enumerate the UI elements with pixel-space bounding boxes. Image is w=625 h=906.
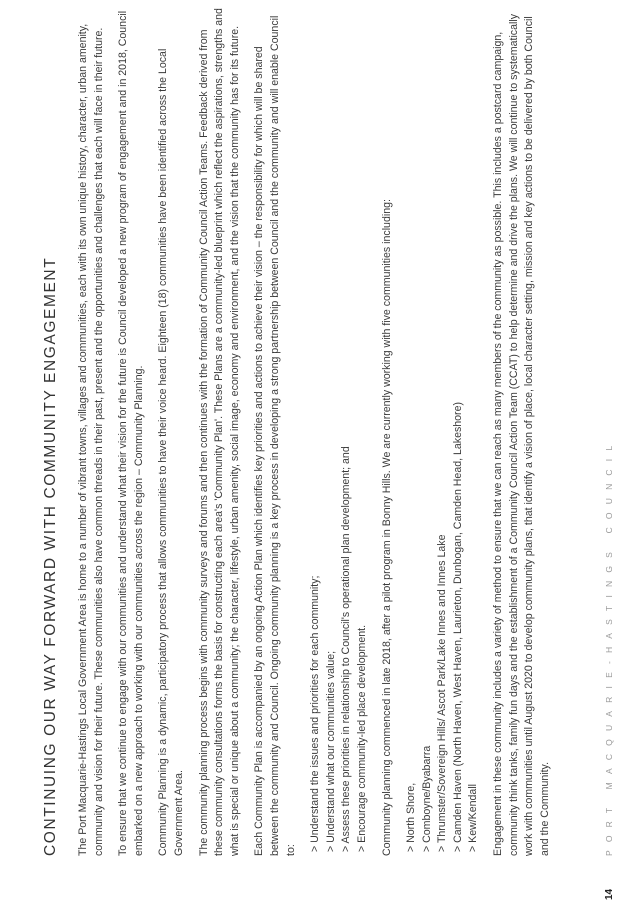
list-item: > Understand the issues and priorities for each community; — [309, 575, 322, 852]
page-content — [42, 6, 562, 856]
paragraph-engagement-program: To ensure that we continue to engage with our communities and understand what their vision for the future is Council developed a new program of engagement and in 2018, Council embarked on a new approach to working with our communities across the region – Community Planning. — [117, 10, 145, 856]
paragraph-commenced: Community planning commenced in late 2018, after a pilot program in Bonny Hills. We are currently working with five communities including: — [380, 199, 393, 856]
list-item: > Encourage community-led place development. — [355, 624, 368, 852]
council-name: PORT MACQUARIE-HASTINGS COUNCIL — [604, 437, 614, 856]
paragraph-engagement-methods: Engagement in these community includes a variety of method to ensure that we can reach as many members of the community as possible. This includes a postcard campaign, community think tanks, family fun days and the establishment of a Community Council Action Team (CCAT) to help determine and drive the plans. We will continue to systematically work with communities until August 2020 to develop community plans, that identify a vision of place, local character setting, mission and key actions to be delivered by both Council and the Community. — [492, 14, 551, 856]
paragraph-action-plan: Each Community Plan is accompanied by an ongoing Action Plan which identifies key priorities and actions to achieve their vision – the responsibility for which will be shared between the community and Council. Ongoing community planning is a key process in developing a strong partnership between Council and the community and will enable Council to: — [253, 15, 297, 856]
page-footer — [604, 0, 620, 906]
paragraph-planning-process: The community planning process begins with community surveys and forums and then continues with the formation of Community Council Action Teams. Feedback derived from these community consultations forms the basis for constructing each area's 'Community Plan'. These Plans are a community-led blueprint which reflect the aspirations, strengths and what is special or unique about a community; the character, lifestyle, urban amenity, social image, economy and environment, and the vision that the community has for its future. — [197, 8, 241, 856]
list-item: > Thrumster/Sovereign Hills/ Ascot Park/Lake Innes and Innes Lake — [436, 534, 449, 852]
list-item: > Understand what our communities value; — [324, 650, 337, 852]
page-number: 14 — [604, 888, 615, 900]
list-item: > Comboyne/Byabarra — [420, 745, 433, 852]
list-item: > Assess these priorities in relationship to Council's operational plan development; and — [340, 446, 353, 852]
list-item: > North Shore, — [405, 782, 418, 852]
paragraph-community-planning: Community Planning is a dynamic, participatory process that allows communities to have their voice heard. Eighteen (18) communities have been identified across the Local Government Area. — [157, 48, 185, 856]
list-item: > Camden Haven (North Haven, West Haven, Laurieton, Dunbogan, Camden Head, Lakeshore) — [451, 402, 464, 852]
enable-list — [308, 6, 370, 856]
communities-list — [404, 6, 482, 856]
list-item: > Kew/Kendall — [467, 783, 480, 852]
page-title: CONTINUING OUR WAY FORWARD WITH COMMUNITY ENGAGEMENT — [42, 256, 59, 856]
paragraph-intro: The Port Macquarie-Hastings Local Government Area is home to a number of vibrant towns, villages and communities, each with its own unique history, character, urban amenity, community and vision for their future. These communities also have common threads in their past, present and the opportunities and challenges that each will face in their future. — [77, 23, 105, 856]
